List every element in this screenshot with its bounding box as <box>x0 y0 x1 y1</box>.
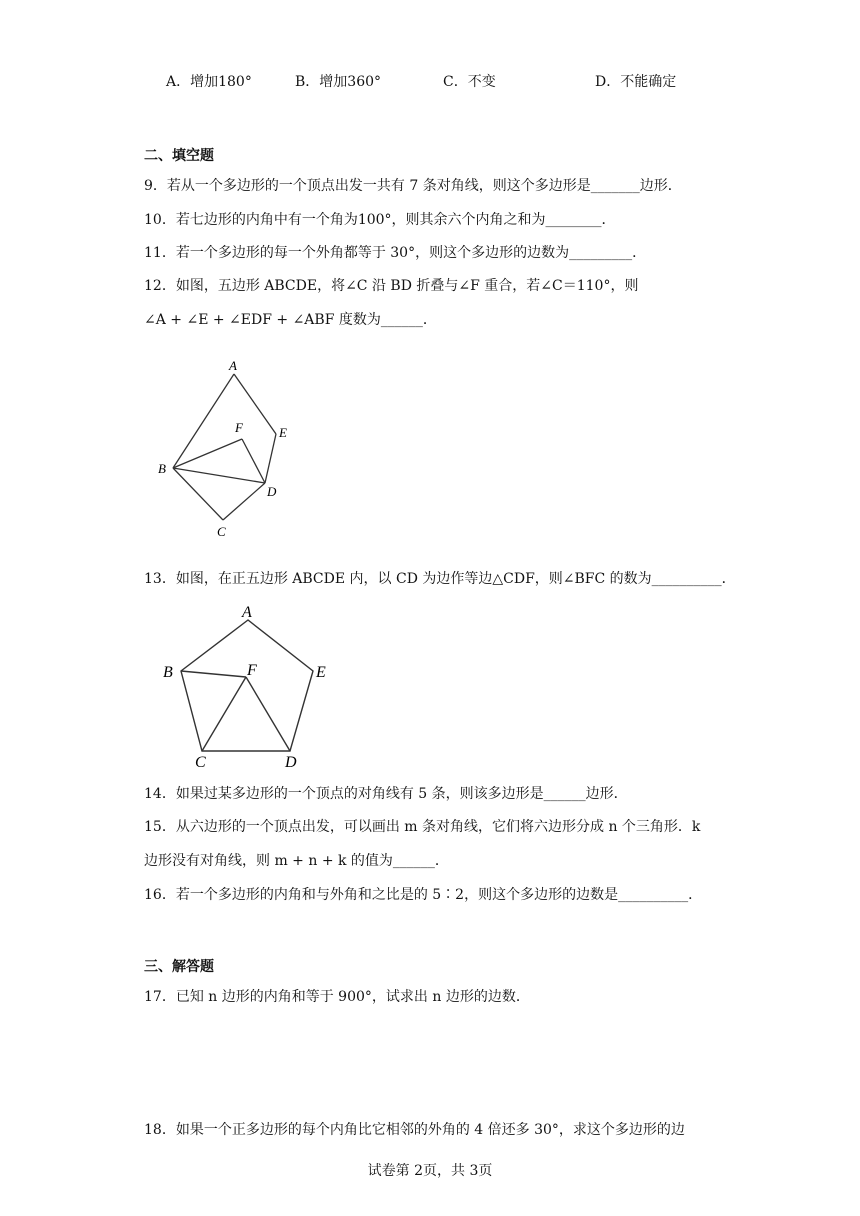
label-c: C <box>195 754 206 771</box>
edge-ab <box>173 374 234 468</box>
label-e: E <box>316 664 326 681</box>
figure-q12-pentagon-fold <box>150 350 310 545</box>
label-a: A <box>229 358 237 373</box>
label-f: F <box>247 662 257 679</box>
edge-cf <box>202 677 246 751</box>
edge-fd <box>246 677 290 751</box>
section-title-fill-in: 二、填空题 <box>144 148 214 164</box>
question-10: 10．若七边形的内角中有一个角为100°，则其余六个内角之和为________． <box>144 212 616 228</box>
option-c: C．不变 <box>443 74 496 90</box>
label-f: F <box>235 420 243 435</box>
edge-fd <box>242 439 265 483</box>
section-title-answer: 三、解答题 <box>144 959 214 975</box>
edge-bf <box>181 671 246 677</box>
edge-ed <box>265 434 276 483</box>
question-11: 11．若一个多边形的每一个外角都等于 30°，则这个多边形的边数为_________． <box>144 245 647 261</box>
label-d: D <box>285 754 297 771</box>
edge-bd <box>173 468 265 483</box>
label-b: B <box>163 664 173 681</box>
option-d: D．不能确定 <box>595 74 677 90</box>
question-18: 18．如果一个正多边形的每个内角比它相邻的外角的 4 倍还多 30°，求这个多边形的边 <box>144 1122 685 1138</box>
question-15-line1: 15．从六边形的一个顶点出发，可以画出 m 条对角线，它们将六边形分成 n 个三角形．k <box>144 819 701 835</box>
edge-cd <box>223 483 265 520</box>
figure-q13-regular-pentagon <box>155 600 345 772</box>
label-a: A <box>242 604 252 621</box>
question-17: 17．已知 n 边形的内角和等于 900°，试求出 n 边形的边数． <box>144 989 530 1005</box>
question-13: 13．如图，在正五边形 ABCDE 内，以 CD 为边作等边△CDF，则∠BFC 的数为__________． <box>144 571 736 587</box>
question-9: 9．若从一个多边形的一个顶点出发一共有 7 条对角线，则这个多边形是_______边形． <box>144 178 682 194</box>
label-c: C <box>217 524 226 539</box>
label-d: D <box>267 484 277 499</box>
option-b: B．增加360° <box>295 74 382 90</box>
edge-bc <box>173 468 223 520</box>
label-e: E <box>279 425 287 440</box>
edge-bf <box>173 439 242 468</box>
page-footer: 试卷第 2页，共 3页 <box>367 1163 493 1179</box>
question-12-line1: 12．如图，五边形 ABCDE，将∠C 沿 BD 折叠与∠F 重合，若∠C＝110°，则 <box>144 278 639 294</box>
question-12-line2: ∠A + ∠E + ∠EDF + ∠ABF 度数为______． <box>144 312 437 328</box>
question-16: 16．若一个多边形的内角和与外角和之比是的 5∶2，则这个多边形的边数是__________． <box>144 887 703 903</box>
question-14: 14．如果过某多边形的一个顶点的对角线有 5 条，则该多边形是______边形． <box>144 786 628 802</box>
option-a: A．增加180° <box>166 74 252 90</box>
pentagon-outline <box>181 620 313 751</box>
label-b: B <box>158 461 166 476</box>
question-15-line2: 边形没有对角线，则 m + n + k 的值为______． <box>144 853 449 869</box>
